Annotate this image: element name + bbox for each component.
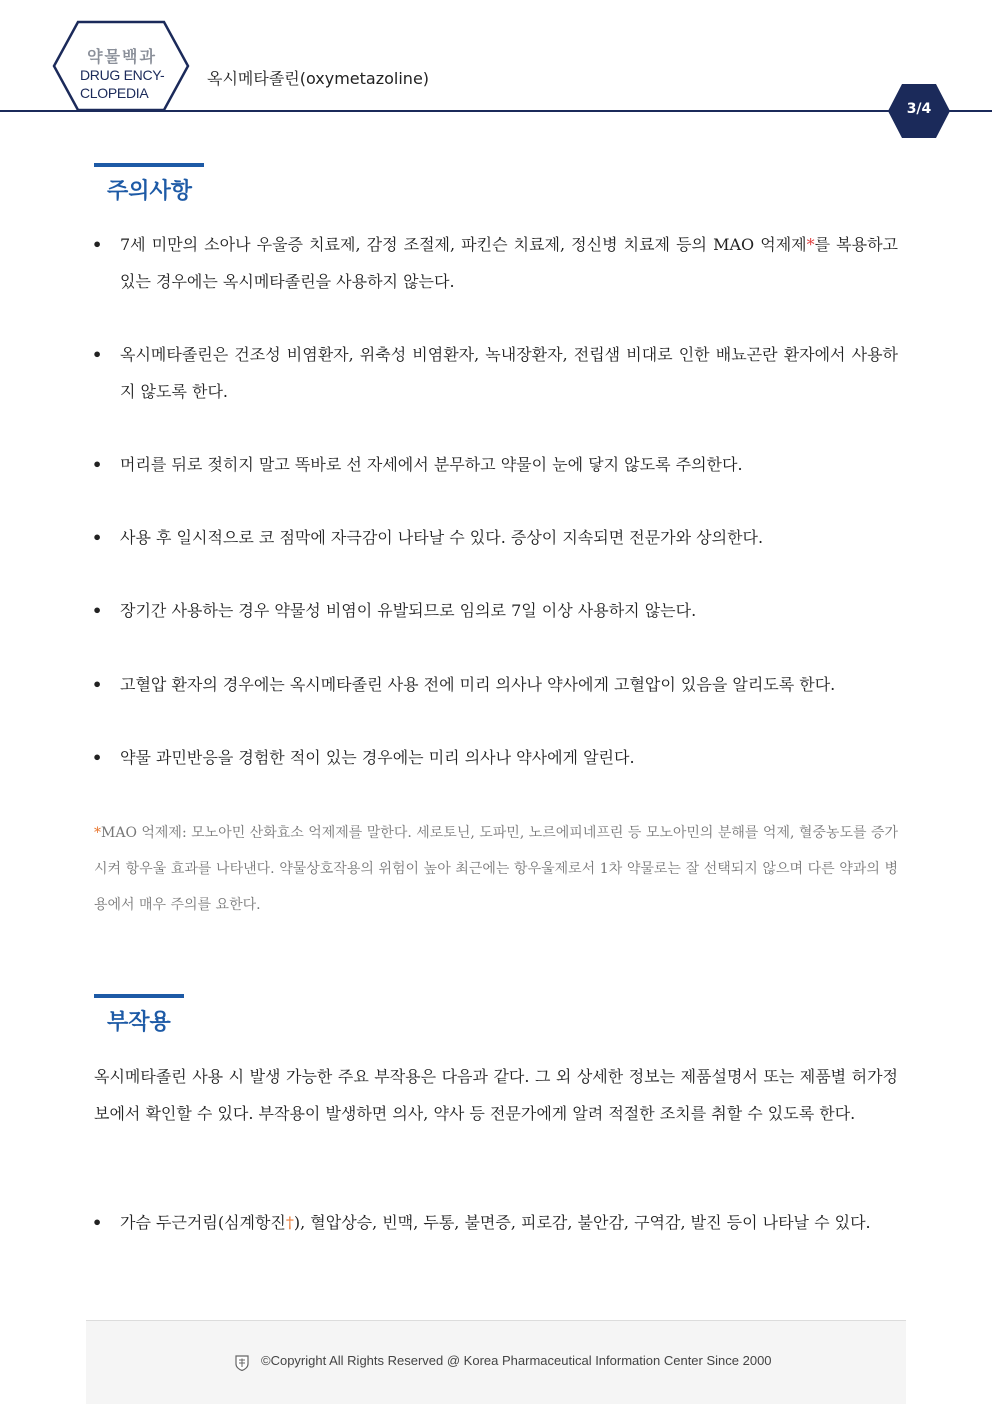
list-item — [92, 1204, 898, 1241]
section-title-precautions: 주의사항 — [107, 179, 193, 204]
document-title: 옥시메타졸린(oxymetazoline) — [207, 69, 430, 88]
logo — [50, 20, 190, 112]
section-title-side-effects: 부작용 — [107, 1010, 171, 1035]
list-item-text: 7세 미만의 소아나 우울증 치료제, 감정 조절제, 파킨슨 치료제, 정신병 치료제 등의 MAO 억제제*를 복용하고 있는 경우에는 옥시메타졸린을 사용하지 않는다. — [120, 235, 898, 291]
shield-icon — [235, 1355, 249, 1371]
page-number: 3/4 — [906, 101, 932, 117]
bullet-icon: • — [92, 1213, 103, 1232]
bullet-icon: • — [92, 675, 103, 694]
list-item-text: 사용 후 일시적으로 코 점막에 자극감이 나타날 수 있다. 증상이 지속되면 전문가와 상의한다. — [120, 528, 764, 547]
footnote-text: MAO 억제제: 모노아민 산화효소 억제제를 말한다. 세로토닌, 도파민, 노르에피네프린 등 모노아민의 분해를 억제, 혈중농도를 증가시켜 항우울 효과를 나타낸다. 약물상호작용의 위험이 높아 최근에는 항우울제로서 1차 약물로는 잘 선택되지 않으며 다른 약과의 병용에서 매우 주의를 요한다. — [94, 825, 898, 913]
footnote-asterisk: * — [94, 825, 101, 841]
bullet-icon: • — [92, 345, 103, 364]
bullet-icon: • — [92, 748, 103, 767]
list-item — [92, 739, 898, 776]
list-item-text: 옥시메타졸린은 건조성 비염환자, 위축성 비염환자, 녹내장환자, 전립샘 비대로 인한 배뇨곤란 환자에서 사용하지 않도록 한다. — [120, 345, 898, 401]
list-item — [92, 592, 898, 629]
bullet-icon: • — [92, 528, 103, 547]
logo-korean-text: 약물백과 — [87, 47, 157, 66]
section-accent-bar — [94, 994, 184, 998]
list-item-text: 고혈압 환자의 경우에는 옥시메타졸린 사용 전에 미리 의사나 약사에게 고혈압이 있음을 알리도록 한다. — [120, 675, 836, 694]
list-item-text: 가슴 두근거림(심계항진†), 혈압상승, 빈맥, 두통, 불면증, 피로감, 불안감, 구역감, 발진 등이 나타날 수 있다. — [120, 1213, 871, 1232]
footnote — [94, 815, 898, 923]
list-item-text: 머리를 뒤로 젖히지 말고 똑바로 선 자세에서 분무하고 약물이 눈에 닿지 않도록 주의한다. — [120, 455, 743, 474]
logo-english-line-1: DRUG ENCY- — [80, 67, 165, 83]
list-item-text: 장기간 사용하는 경우 약물성 비염이 유발되므로 임의로 7일 이상 사용하지 않는다. — [120, 601, 697, 620]
list-item — [92, 336, 898, 410]
logo-english-text — [80, 66, 164, 102]
list-item-text: 약물 과민반응을 경험한 적이 있는 경우에는 미리 의사나 약사에게 알린다. — [120, 748, 635, 767]
dagger-mark: † — [285, 1213, 294, 1232]
footnote-asterisk: * — [806, 235, 815, 254]
side-effects-paragraph: 옥시메타졸린 사용 시 발생 가능한 주요 부작용은 다음과 같다. 그 외 상세한 정보는 제품설명서 또는 제품별 허가정보에서 확인할 수 있다. 부작용이 발생하면 의사, 약사 등 전문가에게 알려 적절한 조치를 취할 수 있도록 한다. — [94, 1067, 898, 1123]
list-item — [92, 666, 898, 703]
bullet-icon: • — [92, 601, 103, 620]
bullet-icon: • — [92, 235, 103, 254]
list-item — [92, 519, 898, 556]
list-item — [92, 226, 898, 300]
copyright-text: ©Copyright All Rights Reserved @ Korea Pharmaceutical Information Center Since 2000 — [261, 1353, 772, 1368]
page-number-badge — [888, 84, 950, 138]
header-divider — [0, 110, 992, 112]
footer — [86, 1320, 906, 1404]
list-item — [92, 446, 898, 483]
bullet-icon: • — [92, 455, 103, 474]
section-accent-bar — [94, 163, 204, 167]
logo-english-line-2: CLOPEDIA — [80, 85, 149, 101]
